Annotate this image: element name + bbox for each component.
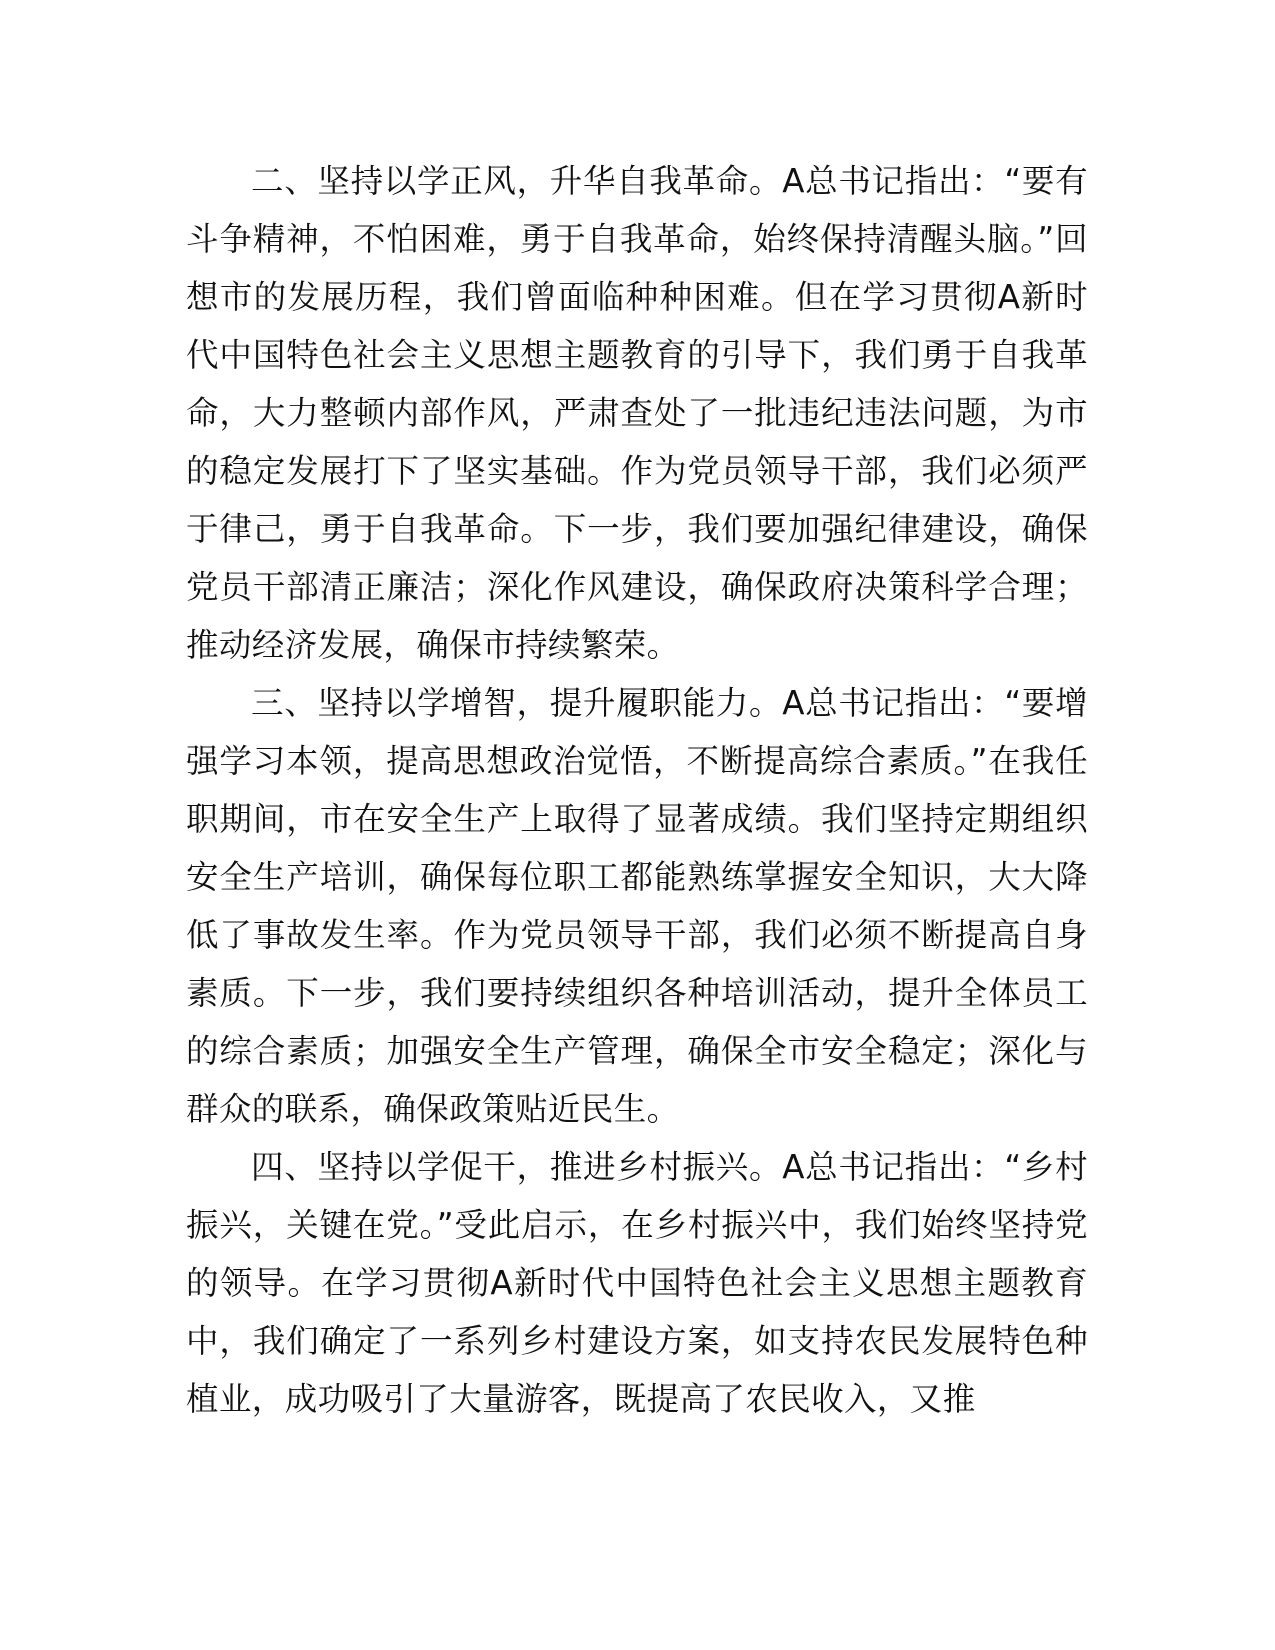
document-body bbox=[186, 152, 1088, 1428]
paragraph-2: 二、坚持以学正风，升华自我革命。A总书记指出：“要有斗争精神，不怕困难，勇于自我革命，始终保持清醒头脑。”回想市的发展历程，我们曾面临种种困难。但在学习贯彻A新时代中国特色社会主义思想主题教育的引导下，我们勇于自我革命，大力整顿内部作风，严肃查处了一批违纪违法问题，为市的稳定发展打下了坚实基础。作为党员领导干部，我们必须严于律己，勇于自我革命。下一步，我们要加强纪律建设，确保党员干部清正廉洁；深化作风建设，确保政府决策科学合理；推动经济发展，确保市持续繁荣。 bbox=[186, 162, 1088, 664]
paragraph-4: 四、坚持以学促干，推进乡村振兴。A总书记指出：“乡村振兴，关键在党。”受此启示，在乡村振兴中，我们始终坚持党的领导。在学习贯彻A新时代中国特色社会主义思想主题教育中，我们确定了一系列乡村建设方案，如支持农民发展特色种植业，成功吸引了大量游客，既提高了农民收入，又推 bbox=[186, 1148, 1088, 1418]
paragraph-3: 三、坚持以学增智，提升履职能力。A总书记指出：“要增强学习本领，提高思想政治觉悟，不断提高综合素质。”在我任职期间，市在安全生产上取得了显著成绩。我们坚持定期组织安全生产培训，确保每位职工都能熟练掌握安全知识，大大降低了事故发生率。作为党员领导干部，我们必须不断提高自身素质。下一步，我们要持续组织各种培训活动，提升全体员工的综合素质；加强安全生产管理，确保全市安全稳定；深化与群众的联系，确保政策贴近民生。 bbox=[186, 684, 1088, 1128]
